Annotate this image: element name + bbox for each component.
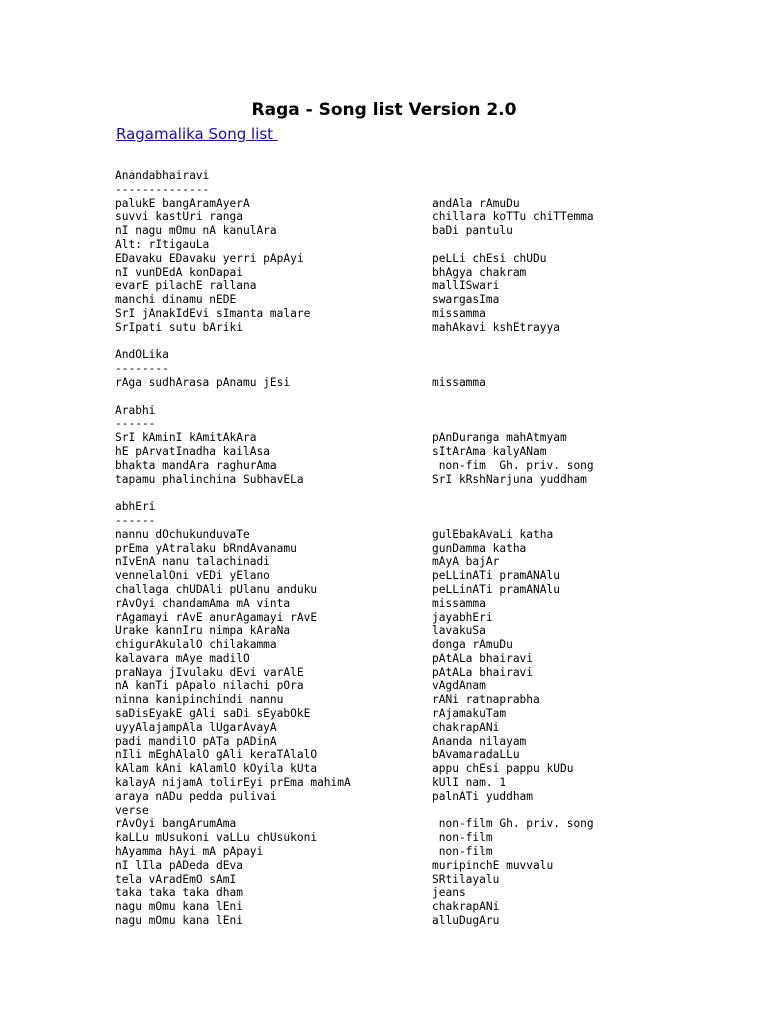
song-row (115, 197, 755, 211)
film-name: rAjamakuTam (432, 707, 507, 721)
song-title: evarE pilachE rallana (115, 279, 257, 293)
film-name: chillara koTTu chiTTemma (432, 210, 594, 224)
song-row (115, 279, 755, 293)
song-title: bhakta mandAra raghurAma (115, 458, 277, 472)
song-row (115, 238, 755, 252)
film-name: muripinchE muvvalu (432, 858, 554, 872)
song-title: ------ (115, 513, 156, 527)
film-name: pAtALa bhairavi (432, 651, 534, 665)
song-title: praNaya jIvulaku dEvi varAlE (115, 665, 304, 679)
ragamalika-song-list-link[interactable]: Ragamalika Song list (116, 125, 278, 143)
song-title: Arabhi (115, 403, 156, 417)
song-title: nagu mOmu kana lEni (115, 900, 243, 914)
song-row (115, 445, 755, 459)
film-name: swargasIma (432, 293, 500, 307)
song-title: -------- (115, 362, 169, 376)
song-title: nI vunDEdA konDapai (115, 265, 243, 279)
film-name: palnATi yuddham (432, 789, 534, 803)
song-row (115, 348, 755, 362)
film-name: lavakuSa (432, 624, 486, 638)
song-row (115, 266, 755, 280)
song-title: kalayA nijamA tolirEyi prEma mahimA (115, 776, 351, 790)
song-row (115, 542, 755, 556)
film-name: SrI kRshNarjuna yuddham (432, 472, 587, 486)
film-name: sItArAma kalyANam (432, 444, 547, 458)
song-row (115, 210, 755, 224)
film-name: chakrapANi (432, 900, 500, 914)
film-name: rANi ratnaprabha (432, 693, 540, 707)
film-name: kUlI nam. 1 (432, 776, 507, 790)
song-row (115, 721, 755, 735)
song-row (115, 183, 755, 197)
song-title: verse (115, 803, 149, 817)
song-row (115, 914, 755, 928)
film-name: missamma (432, 375, 486, 389)
song-row (115, 473, 755, 487)
song-row (115, 900, 755, 914)
song-row (115, 459, 755, 473)
film-name: jayabhEri (432, 610, 493, 624)
song-row (115, 652, 755, 666)
song-title: nI nagu mOmu nA kanulAra (115, 224, 277, 238)
song-title: AndOLika (115, 348, 169, 362)
song-title: nIvEnA nanu talachinadi (115, 555, 270, 569)
song-title: hAyamma hAyi mA pApayi (115, 845, 264, 859)
song-title: -------------- (115, 182, 210, 196)
song-row (115, 666, 755, 680)
film-name: mAyA bajAr (432, 555, 500, 569)
song-title: Alt: rItigauLa (115, 237, 210, 251)
song-row (115, 679, 755, 693)
song-title: manchi dinamu nEDE (115, 293, 237, 307)
song-row (115, 624, 755, 638)
film-name: appu chEsi pappu kUDu (432, 762, 574, 776)
song-title: padi mandilO pATa pADinA (115, 734, 277, 748)
song-row (115, 611, 755, 625)
song-row (115, 486, 755, 500)
song-title: Anandabhairavi (115, 169, 210, 182)
song-title: saDisEyakE gAli saDi sEyabOkE (115, 707, 311, 721)
song-row (115, 362, 755, 376)
song-title: taka taka taka dham (115, 886, 243, 900)
film-name: mallISwari (432, 279, 500, 293)
song-row (115, 555, 755, 569)
film-name: peLLi chEsi chUDu (432, 251, 547, 265)
song-row (115, 845, 755, 859)
film-name: pAnDuranga mahAtmyam (432, 431, 567, 445)
song-title: rAvOyi chandamAma mA vinta (115, 596, 291, 610)
song-row (115, 431, 755, 445)
song-row (115, 293, 755, 307)
song-row (115, 638, 755, 652)
song-title: rAgamayi rAvE anurAgamayi rAvE (115, 610, 318, 624)
film-name: jeans (432, 886, 466, 900)
film-name: pAtALa bhairavi (432, 665, 534, 679)
song-row (115, 376, 755, 390)
song-title: chigurAkulalO chilakamma (115, 638, 277, 652)
song-title: EDavaku EDavaku yerri pApAyi (115, 251, 304, 265)
song-title: araya nADu pedda pulivai (115, 789, 277, 803)
song-row (115, 404, 755, 418)
film-name: alluDugAru (432, 914, 500, 928)
film-name: peLLinATi pramANAlu (432, 582, 560, 596)
song-row (115, 873, 755, 887)
film-name: andAla rAmuDu (432, 196, 520, 210)
song-title: ninna kanipinchindi nannu (115, 693, 284, 707)
song-row (115, 886, 755, 900)
song-title: tela vAradEmO sAmI (115, 872, 237, 886)
song-title: kalavara mAye madilO (115, 651, 250, 665)
song-title: vennelalOni vEDi yElano (115, 569, 270, 583)
song-title: SrI jAnakIdEvi sImanta malare (115, 306, 311, 320)
song-row (115, 831, 755, 845)
song-row (115, 597, 755, 611)
song-row (115, 500, 755, 514)
film-name: donga rAmuDu (432, 638, 513, 652)
song-row (115, 583, 755, 597)
film-name: gunDamma katha (432, 541, 527, 555)
song-row (115, 762, 755, 776)
film-name: non-fim Gh. priv. song (432, 458, 594, 472)
song-title: prEma yAtralaku bRndAvanamu (115, 541, 297, 555)
song-title: nannu dOchukunduvaTe (115, 527, 250, 541)
song-row (115, 790, 755, 804)
film-name: chakrapANi (432, 720, 500, 734)
film-name: SRtilayalu (432, 872, 500, 886)
song-title: hE pArvatInadha kailAsa (115, 444, 270, 458)
song-row (115, 804, 755, 818)
song-row (115, 417, 755, 431)
song-title: nagu mOmu kana lEni (115, 914, 243, 928)
film-name: baDi pantulu (432, 224, 513, 238)
song-row (115, 776, 755, 790)
film-name: mahAkavi kshEtrayya (432, 320, 560, 334)
film-name: non-film (432, 845, 493, 859)
song-title: nIli mEghAlalO gAli keraTAlalO (115, 748, 318, 762)
film-name: non-film (432, 831, 493, 845)
film-name: non-film Gh. priv. song (432, 817, 594, 831)
song-title: palukE bangAramAyerA (115, 196, 250, 210)
song-row (115, 321, 755, 335)
song-row (115, 528, 755, 542)
film-name: gulEbakAvaLi katha (432, 527, 554, 541)
song-row (115, 252, 755, 266)
song-row (115, 817, 755, 831)
song-row (115, 307, 755, 321)
song-title: rAga sudhArasa pAnamu jEsi (115, 375, 291, 389)
song-title: suvvi kastUri ranga (115, 210, 243, 224)
song-title: uyyAlajampAla lUgarAvayA (115, 720, 277, 734)
song-title: challaga chUDAli pUlanu anduku (115, 582, 318, 596)
song-row (115, 169, 755, 183)
song-title: Urake kannIru nimpa kAraNa (115, 624, 291, 638)
song-row (115, 748, 755, 762)
song-title: kAlam kAni kAlamlO kOyila kUta (115, 762, 318, 776)
song-row (115, 390, 755, 404)
song-row (115, 735, 755, 749)
song-title: SrI kAminI kAmitAkAra (115, 431, 257, 445)
song-title: SrIpati sutu bAriki (115, 320, 243, 334)
song-title: nA kanTi pApalo nilachi pOra (115, 679, 304, 693)
film-name: bAvamaradaLLu (432, 748, 520, 762)
song-title: ------ (115, 417, 156, 431)
film-name: missamma (432, 596, 486, 610)
film-name: missamma (432, 306, 486, 320)
song-title: tapamu phalinchina SubhavELa (115, 472, 304, 486)
song-row (115, 224, 755, 238)
film-name: peLLinATi pramANAlu (432, 569, 560, 583)
song-row (115, 569, 755, 583)
song-row (115, 335, 755, 349)
song-list (115, 169, 755, 928)
song-row (115, 859, 755, 873)
film-name: Ananda nilayam (432, 734, 527, 748)
song-title: kaLLu mUsukoni vaLLu chUsukoni (115, 831, 318, 845)
song-row (115, 707, 755, 721)
song-row (115, 693, 755, 707)
page-title: Raga - Song list Version 2.0 (251, 100, 517, 120)
song-title: abhEri (115, 500, 156, 514)
song-row (115, 514, 755, 528)
song-title: nI lIla pADeda dEva (115, 858, 243, 872)
film-name: vAgdAnam (432, 679, 486, 693)
film-name: bhAgya chakram (432, 265, 527, 279)
song-title: rAvOyi bangArumAma (115, 817, 237, 831)
